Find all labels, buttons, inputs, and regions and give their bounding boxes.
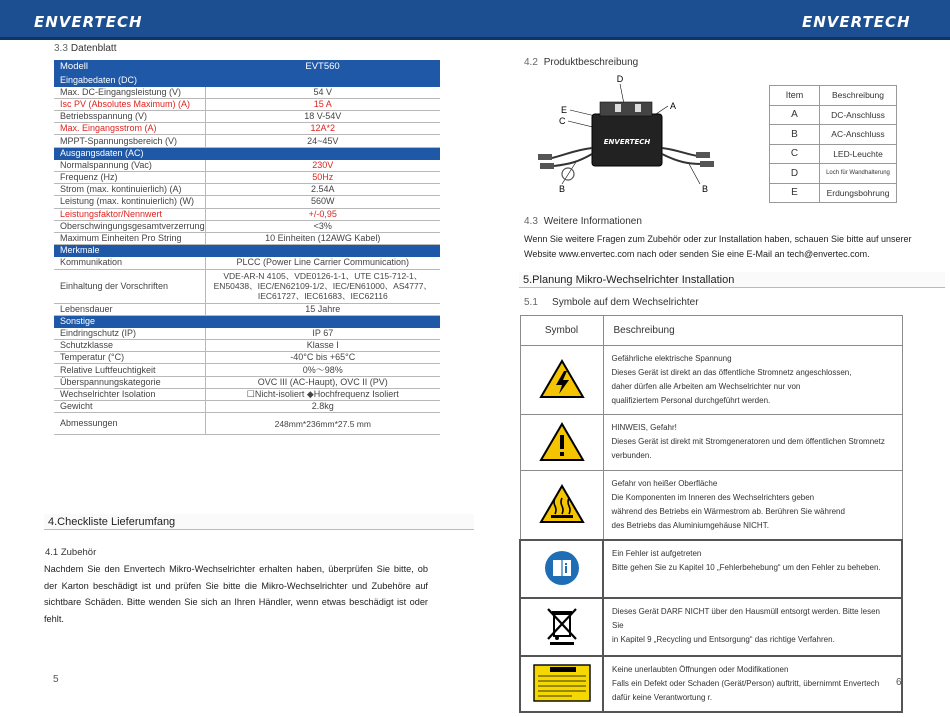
diagram-brand: ENVERTECH: [603, 138, 651, 146]
datasheet-value: 15 Jahre: [205, 303, 440, 315]
item-letter: B: [770, 125, 820, 145]
symbol-description-line: Gefährliche elektrische Spannung: [611, 354, 732, 363]
checklist-title: 4.Checkliste Lieferumfang: [44, 514, 474, 530]
datasheet-value: [205, 315, 440, 327]
item-letter: C: [770, 144, 820, 164]
label-e: E: [561, 105, 568, 115]
symbol-table-header: [520, 316, 902, 346]
section-heading-produktbeschreibung: [524, 57, 638, 68]
datasheet-row: [54, 86, 440, 98]
item-letter: D: [770, 164, 820, 184]
crossed-bin-icon: [520, 598, 603, 656]
datasheet-value: -40°C bis +65°C: [205, 352, 440, 364]
symbol-description: [603, 415, 902, 471]
item-header: Item: [770, 86, 820, 106]
datasheet-row: [54, 98, 440, 110]
datasheet-label: Maximum Einheiten Pro String: [54, 232, 205, 244]
item-row: [770, 125, 897, 145]
label-c: C: [559, 116, 566, 126]
datasheet-value: [205, 74, 440, 86]
symbol-description-line: des Betriebs das Aluminiumgehäuse NICHT.: [611, 521, 769, 530]
page-number-right: 6: [896, 677, 902, 688]
label-b-left: B: [559, 184, 566, 194]
model-value: EVT560: [205, 60, 440, 74]
datasheet-label: Leistung (max. kontinuierlich) (W): [54, 196, 205, 208]
section-number: 3.3: [54, 43, 68, 54]
symbol-description-line: Falls ein Defekt oder Schaden (Gerät/Person) auftritt, übernimmt Envertech: [612, 679, 880, 688]
datasheet-label: Oberschwingungsgesamtverzerrung: [54, 220, 205, 232]
datasheet-row: [54, 196, 440, 208]
datasheet-label: Isc PV (Absolutes Maximum) (A): [54, 98, 205, 110]
label-b-right: B: [702, 184, 709, 194]
symbol-row: [520, 415, 902, 471]
section-number: 5.1: [524, 297, 538, 308]
item-description: DC-Anschluss: [820, 105, 897, 125]
symbol-description-line: Keine unerlaubten Öffnungen oder Modifikationen: [612, 665, 789, 674]
symbol-description: [603, 656, 902, 712]
header-bar: [0, 0, 950, 40]
datasheet-value: 54 V: [205, 86, 440, 98]
datasheet-label: Überspannungskategorie: [54, 376, 205, 388]
symbol-row: [520, 656, 902, 712]
symbol-description-line: verbunden.: [611, 451, 652, 460]
symbol-description: [603, 471, 902, 541]
datasheet-value: <3%: [205, 220, 440, 232]
datasheet-label: Einhaltung der Vorschriften: [54, 269, 205, 303]
datasheet-label: Max. Eingangsstrom (A): [54, 123, 205, 135]
section-heading-weitere-info: [524, 216, 642, 227]
datasheet-label: Eingabedaten (DC): [54, 74, 205, 86]
planung-title: 5.Planung Mikro-Wechselrichter Installation: [519, 272, 945, 288]
page-number-left: 5: [53, 674, 59, 685]
subsection-title-zubehoer: 4.1 Zubehör: [45, 547, 97, 558]
symbol-header: Symbol: [520, 316, 603, 346]
datasheet-value: VDE-AR-N 4105、VDE0126-1-1、UTE C15-712-1、EN50438、IEC/EN62109-1/2、IEC/EN61000、AS4777、IEC61727、IEC61683、IEC62116: [205, 269, 440, 303]
datasheet-row: [54, 364, 440, 376]
item-letter: A: [770, 105, 820, 125]
datasheet-label: Strom (max. kontinuierlich) (A): [54, 184, 205, 196]
datasheet-row: [54, 327, 440, 339]
model-label: Modell: [54, 60, 205, 74]
datasheet-row: [54, 184, 440, 196]
checklist-paragraph: Nachdem Sie den Envertech Mikro-Wechselrichter erhalten haben, überprüfen Sie bitte, ob der Karton beschädigt ist und prüfen Sie bitte die Mikro-Wechselrichter und Zubehöre auf sichtbare Schäden. Bitte wenden Sie sich an Ihren Händler, wenn etwas beschädigt ist oder fehlt.: [44, 564, 428, 624]
datasheet-row: [54, 401, 440, 413]
datasheet-value: 230V: [205, 159, 440, 171]
datasheet-label: Sonstige: [54, 315, 205, 327]
item-row: [770, 144, 897, 164]
item-description: Erdungsbohrung: [820, 183, 897, 203]
symbol-description: [603, 598, 902, 656]
datasheet-label: MPPT-Spannungsbereich (V): [54, 135, 205, 147]
datasheet-value: Klasse I: [205, 340, 440, 352]
datasheet-value: 248mm*236mm*27.5 mm: [205, 413, 440, 435]
datasheet-label: Gewicht: [54, 401, 205, 413]
datasheet-label: Abmessungen: [54, 413, 205, 435]
datasheet-row: [54, 376, 440, 388]
datasheet-label: Normalspannung (Vac): [54, 159, 205, 171]
datasheet-row: [54, 74, 440, 86]
brand-logo-right: ENVERTECH: [802, 13, 911, 31]
item-row: [770, 183, 897, 203]
datasheet-label: Leistungsfaktor/Nennwert: [54, 208, 205, 220]
datasheet-row: [54, 352, 440, 364]
page-left: [0, 40, 475, 717]
weitere-info-paragraph: Wenn Sie weitere Fragen zum Zubehör oder zur Installation haben, schauen Sie bitte auf unserer Website www.envertec.com nach oder senden Sie eine E-Mail an tech@envertec.com.: [524, 234, 912, 259]
symbol-row: [520, 346, 902, 415]
hot-surface-warning-icon: [520, 471, 603, 541]
symbol-description-line: Dieses Gerät ist direkt mit Stromgeneratoren und dem öffentlichen Stromnetz: [611, 437, 885, 446]
symbol-description-line: dafür keine Verantwortung r.: [612, 693, 713, 702]
symbol-row: [520, 598, 902, 656]
datasheet-row: [54, 135, 440, 147]
item-description: LED-Leuchte: [820, 144, 897, 164]
symbol-description-line: in Kapitel 9 „Recycling und Entsorgung“ das richtige Verfahren.: [612, 635, 835, 644]
item-table-header: [770, 86, 897, 106]
datasheet-row: [54, 159, 440, 171]
symbol-description-line: Ein Fehler ist aufgetreten: [612, 549, 702, 558]
datasheet-value: 12A*2: [205, 123, 440, 135]
symbol-description-line: Dieses Gerät DARF NICHT über den Hausmüll entsorgt werden. Bitte lesen Sie: [612, 607, 880, 630]
datasheet-table: [54, 60, 440, 435]
item-row: [770, 105, 897, 125]
symbol-description-line: daher dürfen alle Arbeiten am Wechselrichter nur von: [611, 382, 801, 391]
symbol-table: [519, 315, 903, 713]
symbol-description-line: während des Betriebs ein Wärmestrom ab. Berühren Sie während: [611, 507, 845, 516]
label-d: D: [616, 74, 624, 84]
item-row: [770, 164, 897, 184]
symbol-description-line: Die Komponenten im Inneren des Wechselrichters geben: [611, 493, 815, 502]
datasheet-row: [54, 232, 440, 244]
datasheet-value: 560W: [205, 196, 440, 208]
warranty-label-icon: [520, 656, 603, 712]
datasheet-label: Ausgangsdaten (AC): [54, 147, 205, 159]
symbol-description-line: qualifiziertem Personal durchgeführt werden.: [611, 396, 771, 405]
brand-logo-left: ENVERTECH: [34, 13, 143, 31]
section-title: Produktbeschreibung: [543, 57, 639, 68]
datasheet-value: 2.8kg: [205, 401, 440, 413]
datasheet-value: 0%～98%: [205, 364, 440, 376]
section-title: Datenblatt: [70, 43, 117, 54]
symbol-row: [520, 540, 902, 598]
section-heading-symbole: [524, 297, 699, 308]
section-number: 4.2: [524, 57, 538, 68]
page-right: [475, 40, 950, 717]
datasheet-model-row: [54, 60, 440, 74]
datasheet-label: Max. DC-Eingangsleistung (V): [54, 86, 205, 98]
datasheet-value: 18 V-54V: [205, 111, 440, 123]
manual-info-icon: [520, 540, 603, 598]
datasheet-value: 10 Einheiten (12AWG Kabel): [205, 232, 440, 244]
datasheet-row: [54, 388, 440, 400]
section-heading-datenblatt: [54, 43, 117, 54]
datasheet-label: Eindringschutz (IP): [54, 327, 205, 339]
symbol-description-line: Bitte gehen Sie zu Kapitel 10 „Fehlerbehebung“ um den Fehler zu beheben.: [612, 563, 881, 572]
symbol-description-line: HINWEIS, Gefahr!: [611, 423, 677, 432]
datasheet-row: [54, 123, 440, 135]
datasheet-row: [54, 111, 440, 123]
lightning-warning-icon: [520, 346, 603, 415]
item-description-table: [769, 85, 897, 203]
datasheet-label: Betriebsspannung (V): [54, 111, 205, 123]
datasheet-label: Kommunikation: [54, 257, 205, 269]
label-a: A: [670, 101, 677, 111]
datasheet-value: IP 67: [205, 327, 440, 339]
datasheet-value: +/-0,95: [205, 208, 440, 220]
datasheet-label: Lebensdauer: [54, 303, 205, 315]
datasheet-label: Temperatur (°C): [54, 352, 205, 364]
item-description: Loch für Wandhalterung: [820, 164, 897, 184]
datasheet-value: 2.54A: [205, 184, 440, 196]
exclamation-warning-icon: [520, 415, 603, 471]
datasheet-value: OVC III (AC-Haupt), OVC II (PV): [205, 376, 440, 388]
datasheet-row: [54, 245, 440, 257]
datasheet-value: 15 A: [205, 98, 440, 110]
symbol-description: [603, 540, 902, 598]
inverter-diagram: [520, 74, 720, 194]
section-title: Weitere Informationen: [543, 216, 642, 227]
datasheet-value: ☐Nicht-isoliert ◆Hochfrequenz Isoliert: [205, 388, 440, 400]
symbol-row: [520, 471, 902, 541]
item-letter: E: [770, 183, 820, 203]
datasheet-row: [54, 269, 440, 303]
datasheet-row: [54, 147, 440, 159]
datasheet-value: 24~45V: [205, 135, 440, 147]
symbol-description-line: Gefahr von heißer Oberfläche: [611, 479, 718, 488]
datasheet-row: [54, 303, 440, 315]
datasheet-value: [205, 147, 440, 159]
datasheet-value: 50Hz: [205, 172, 440, 184]
datasheet-label: Frequenz (Hz): [54, 172, 205, 184]
datasheet-label: Wechselrichter Isolation: [54, 388, 205, 400]
datasheet-label: Relative Luftfeuchtigkeit: [54, 364, 205, 376]
section-title: Symbole auf dem Wechselrichter: [552, 297, 699, 308]
symbol-description: [603, 346, 902, 415]
datasheet-row: [54, 315, 440, 327]
section-number: 4.3: [524, 216, 538, 227]
datasheet-row: [54, 413, 440, 435]
datasheet-label: Schutzklasse: [54, 340, 205, 352]
datasheet-label: Merkmale: [54, 245, 205, 257]
datasheet-row: [54, 172, 440, 184]
beschreibung-header: Beschreibung: [603, 316, 902, 346]
datasheet-row: [54, 220, 440, 232]
datasheet-row: [54, 340, 440, 352]
datasheet-row: [54, 257, 440, 269]
description-header: Beschreibung: [820, 86, 897, 106]
datasheet-value: [205, 245, 440, 257]
datasheet-value: PLCC (Power Line Carrier Communication): [205, 257, 440, 269]
symbol-description-line: Dieses Gerät ist direkt an das öffentliche Stromnetz angeschlossen,: [611, 368, 852, 377]
datasheet-row: [54, 208, 440, 220]
item-description: AC-Anschluss: [820, 125, 897, 145]
